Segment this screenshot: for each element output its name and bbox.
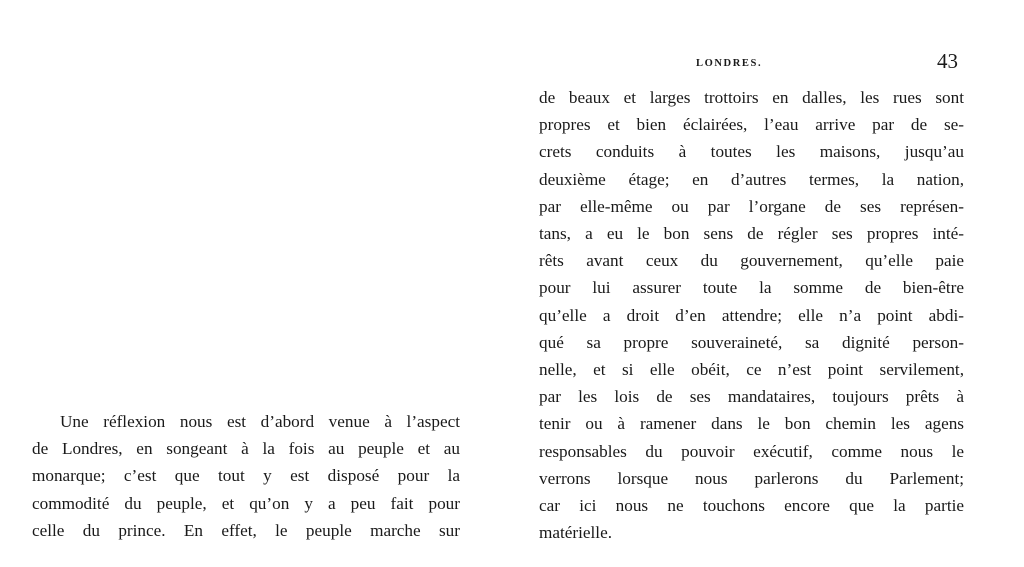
text-line: celle du prince. En effet, le peuple marche sur — [32, 520, 460, 540]
text-line: monarque; c’est que tout y est disposé pour la — [32, 466, 460, 486]
text-line: qué sa propre souveraineté, sa dignité person- — [539, 332, 964, 352]
text-line: de beaux et larges trottoirs en dalles, les rues sont — [539, 88, 964, 107]
text-line: verrons lorsque nous parlerons du Parlement; — [539, 468, 964, 488]
text-line: de Londres, en songeant à la fois au peuple et au — [32, 439, 460, 459]
text-line: matérielle. — [539, 523, 613, 543]
text-line: par elle-même ou par l’organe de ses représen- — [539, 196, 964, 216]
text-line: Une réflexion nous est d’abord venue à l’aspect — [60, 412, 460, 431]
text-line: tenir ou à ramener dans le bon chemin les agens — [539, 414, 964, 434]
text-line: par les lois de ses mandataires, toujours prêts à — [539, 387, 964, 407]
text-line: propres et bien éclairées, l’eau arrive par de se- — [539, 115, 964, 135]
text-line: responsables du pouvoir exécutif, comme nous le — [539, 441, 964, 461]
text-line: pour lui assurer toute la somme de bien-être — [539, 278, 964, 298]
text-line: car ici nous ne touchons encore que la partie — [539, 496, 964, 516]
right-page-text — [539, 84, 964, 546]
text-line: tans, a eu le bon sens de régler ses propres inté- — [539, 224, 964, 244]
text-line: deuxième étage; en d’autres termes, la nation, — [539, 169, 964, 189]
text-line: crets conduits à toutes les maisons, jusqu’au — [539, 142, 964, 162]
left-page-text — [32, 408, 460, 544]
right-page — [512, 0, 1024, 567]
text-line: commodité du peuple, et qu’on y a peu fait pour — [32, 493, 460, 513]
text-line: rêts avant ceux du gouvernement, qu’elle paie — [539, 251, 964, 271]
page-number: 43 — [937, 49, 958, 73]
text-line: qu’elle a droit d’en attendre; elle n’a point abdi- — [539, 305, 964, 325]
running-head: LONDRES. — [696, 58, 763, 69]
text-line: nelle, et si elle obéit, ce n’est point servilement, — [539, 360, 964, 380]
